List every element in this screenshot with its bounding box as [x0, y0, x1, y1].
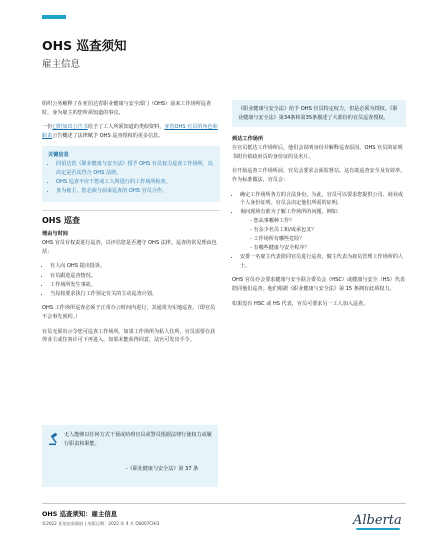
intro-paragraph-2	[42, 123, 220, 140]
arrival-item: • 确定工作场所各方的合法身份。为此，官员可以要求您提供公司、商业或个人身份证明。官员会决定他们所需的证明。	[240, 191, 406, 208]
intro-text: 给予了工人所须知道的类似资料，	[87, 124, 165, 131]
arrival-paragraph-3: OHS 官员亦会要求健康与安全联合委员会（HSC）或健康与安全（HS）代表陪同他们巡查。他们根据《职业健康与安全法》第 15 条拥有此项权力。	[232, 277, 406, 292]
law-quote-citation: -《职业健康与安全法》第 37 条	[125, 466, 199, 472]
footer-title: OHS 巡查须知：雇主信息	[42, 510, 118, 518]
question-list	[240, 217, 406, 253]
reason-item: • 有人向 OHS 提出投诉。	[50, 262, 220, 271]
page-subtitle: 雇主信息	[42, 59, 81, 70]
footer-divider	[42, 503, 406, 504]
intro-paragraph-1: 组织公务解释了在亚伯达省职业健康与安全部门（OHS）前来工作场所巡查时，身为雇主的您所须知道的事宜。	[42, 101, 211, 116]
reason-item: • 工作场所发生事故。	[50, 281, 220, 290]
officer-authority-callout	[232, 100, 406, 127]
key-facts-heading: 关键信息	[48, 152, 69, 159]
reason-item: • 官员跟进巡查情况。	[50, 272, 220, 281]
reasons-list	[42, 262, 220, 298]
officer-role-link[interactable]: 亚省OHS 官员的角色和职责	[42, 124, 218, 139]
key-facts-box	[42, 146, 220, 202]
alberta-logo: Alberta	[353, 513, 402, 528]
key-facts-list	[48, 160, 214, 195]
arrival-item	[240, 208, 406, 252]
arrival-item-text: 询问现场有谁为了解工作场所的问题，例如：	[240, 209, 342, 216]
inspections-paragraph-2: OHS 工作场所巡查必须于正常办公时间内进行，其通常为实地巡查。（即官员不会事先预约。）	[42, 305, 216, 320]
accent-bar	[42, 15, 66, 19]
intro-text: 一份	[42, 124, 53, 131]
arrival-list	[232, 191, 406, 271]
inspections-heading: OHS 巡查	[42, 210, 220, 226]
left-column	[42, 100, 220, 351]
inspections-paragraph-1: OHS 官员有权责进行巡查，以评估您是否遵守 OHS 法律。巡查的常见理由包括：	[42, 240, 217, 255]
law-quote-text: 无人能够以任何方式干预或妨碍官员或警员根据法律行使权力或履行职责和职能。	[64, 432, 212, 447]
reason-time-subheading: 理由与时间	[42, 231, 68, 238]
notice-link[interactable]: 已附加出公告书	[52, 124, 88, 131]
reason-item: • 当局按要求执行工作预定有关的主动巡查计划。	[50, 290, 220, 299]
arrival-paragraph-4: 如果没有 HSC 或 HS 代表，官员可要求另一工人加入巡查。	[232, 300, 369, 307]
question-item: - 工作场所有哪些危险？	[250, 235, 406, 244]
arrival-heading: 到达工作场所	[232, 136, 264, 143]
law-quote-callout	[42, 425, 218, 487]
question-item: - 您从事哪种工作？	[250, 217, 406, 226]
right-column	[232, 100, 406, 314]
inspections-paragraph-3: 官员无须出示令您可巡查工作场所。如果工作场所为私人住所，官员需要在获得业主或住客许可下再进入。如果未能获得同意，法官可发出手令。	[42, 328, 216, 344]
question-item: - 有哪些健康与安全程序？	[250, 244, 406, 253]
intro-text: 公告概述了法律赋予 OHS 巡查授权的更多信息。	[52, 132, 164, 139]
arrival-item: • 安排一名雇主代表陪同官员进行巡查。僱主代表为雇员管理工作场所的人士。	[240, 253, 406, 270]
key-fact-item: • 同伯达省《职业健康与安全法》授予 OHS 官员权力巡查工作场所，以决定是否其符合 OHS 法律。	[56, 160, 214, 177]
arrival-paragraph-2: 在开始巡查工作场所前，官员会要求会面监督站。这有助巡查安全及有效率。作为标准做法，官员会：	[232, 168, 406, 183]
footer-meta: ©2022 亚伯达省政府 | 出版日期：2022 年 4 月 OS007CHI3	[42, 521, 160, 526]
arrival-paragraph-1: 在官员抵达工作场所后，他们会说明身份并解释巡查原因。OHS 官员的证明书附有依政府页的身份证的及名片。	[232, 145, 403, 160]
question-item: - 有多少名员工和/或承包叉？	[250, 226, 406, 235]
key-fact-item: • OHS 巡查不应干您或工人所进行的工作场所检查。	[56, 178, 214, 187]
gavel-icon	[48, 431, 61, 450]
key-fact-item: • 身为雇主，您必须与前来巡查的 OHS 官员合作。	[56, 187, 214, 196]
page-title: OHS 巡查须知	[42, 38, 127, 53]
logo-underline	[356, 528, 400, 530]
officer-authority-text: 《职业健康与安全法》给予 OHS 官员特定权力，但是必须为授权。《职业健康与安全法》第34条和第35条描述了大部份的官员巡查授权。	[238, 106, 398, 121]
